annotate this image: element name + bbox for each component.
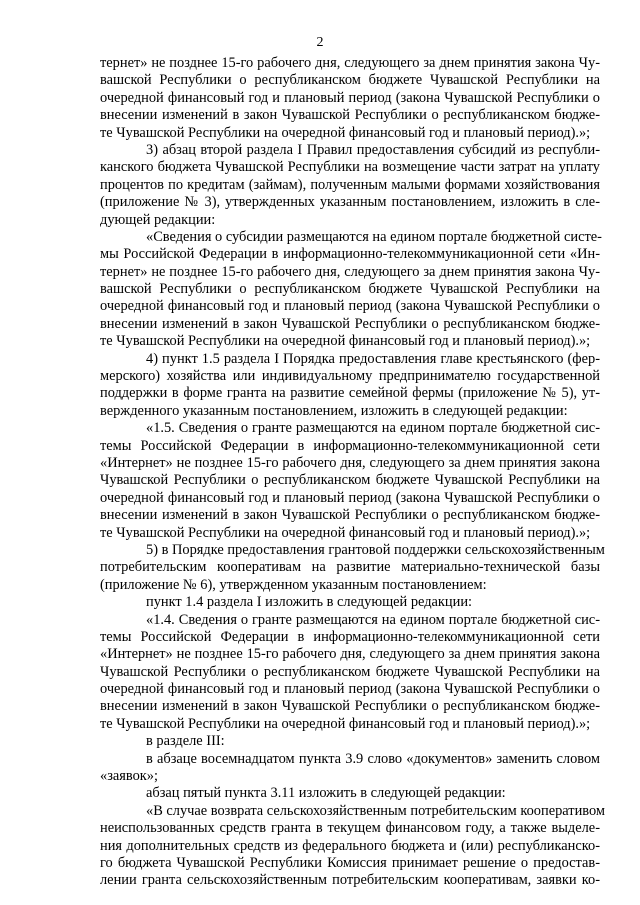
text-line: го бюджета Чувашской Республики Комиссия принимает решение о предостав- (100, 854, 600, 871)
text-line: внесении изменений в закон Чувашской Республики о республиканском бюдже- (100, 315, 600, 332)
text-line: поддержки в форме гранта на развитие семейной фермы (приложение № 5), ут- (100, 385, 600, 402)
text-line: дующей редакции: (100, 211, 216, 228)
text-line: «1.4. Сведения о гранте размещаются на едином портале бюджетной сис- (146, 611, 600, 628)
text-line: вержденного указанным постановлением, изложить в следующей редакции: (100, 402, 568, 419)
text-line: процентов по кредитам (займам), полученным малыми формами хозяйствования (100, 176, 600, 193)
text-line: пункт 1.4 раздела I изложить в следующей редакции: (146, 594, 473, 611)
text-line: вашской Республики о республиканском бюджете Чувашской Республики на (100, 72, 600, 89)
text-line: (приложение № 3), утвержденных указанным постановлением, изложить в сле- (100, 194, 600, 211)
text-line: мы Российской Федерации в информационно-телекоммуникационной сети «Ин- (100, 246, 600, 263)
text-line: 4) пункт 1.5 раздела I Порядка предоставления главе крестьянского (фер- (146, 350, 600, 367)
text-line: неиспользованных средств гранта в текущем финансовом году, а также выделе- (100, 820, 600, 837)
text-line: «Интернет» не позднее 15-го рабочего дня, следующего за днем принятия закона (100, 454, 600, 471)
text-line: те Чувашской Республики на очередной финансовый год и плановый период).»; (100, 715, 591, 732)
text-line: «Сведения о субсидии размещаются на едином портале бюджетной систе- (146, 228, 602, 245)
document-body (100, 55, 606, 890)
text-line: очередной финансовый год и плановый период (закона Чувашской Республики о (100, 89, 600, 106)
text-line: (приложение № 6), утвержденном указанным постановлением: (100, 576, 487, 593)
text-line: те Чувашской Республики на очередной финансовый год и плановый период).»; (100, 524, 591, 541)
text-line: темы Российской Федерации в информационно-телекоммуникационной сети (100, 628, 600, 645)
text-line: в разделе III: (146, 733, 225, 750)
text-line: внесении изменений в закон Чувашской Республики о республиканском бюдже- (100, 107, 600, 124)
text-line: очередной финансовый год и плановый период (закона Чувашской Республики о (100, 489, 600, 506)
text-line: тернет» не позднее 15-го рабочего дня, следующего за днем принятия закона Чу- (100, 263, 600, 280)
text-line: ния дополнительных средств из федерального бюджета и (или) республиканско- (100, 837, 600, 854)
text-line: «Интернет» не позднее 15-го рабочего дня, следующего за днем принятия закона (100, 646, 600, 663)
text-line: потребительским кооперативам на развитие материально-технической базы (100, 559, 600, 576)
text-line: внесении изменений в закон Чувашской Республики о республиканском бюдже- (100, 507, 600, 524)
text-line: «В случае возврата сельскохозяйственным потребительским кооперативом (146, 802, 606, 819)
text-line: «заявок»; (100, 768, 158, 785)
text-line: те Чувашской Республики на очередной финансовый год и плановый период).»; (100, 124, 591, 141)
text-line: очередной финансовый год и плановый период (закона Чувашской Республики о (100, 681, 600, 698)
text-line: 3) абзац второй раздела I Правил предоставления субсидий из республи- (146, 141, 600, 158)
text-line: «1.5. Сведения о гранте размещаются на едином портале бюджетной сис- (146, 420, 600, 437)
text-line: очередной финансовый год и плановый период (закона Чувашской Республики о (100, 298, 600, 315)
text-line: лении гранта сельскохозяйственным потребительским кооперативам, заявки ко- (100, 872, 600, 889)
text-line: темы Российской Федерации в информационно-телекоммуникационной сети (100, 437, 600, 454)
text-line: 5) в Порядке предоставления грантовой поддержки сельскохозяйственным (146, 541, 605, 558)
text-line: Чувашской Республики о республиканском бюджете Чувашской Республики на (100, 472, 600, 489)
text-line: тернет» не позднее 15-го рабочего дня, следующего за днем принятия закона Чу- (100, 55, 600, 71)
text-line: внесении изменений в закон Чувашской Республики о республиканском бюдже- (100, 698, 600, 715)
page-number: 2 (316, 35, 324, 50)
text-line: мерского) хозяйства или индивидуальному предпринимателю государственной (100, 368, 600, 385)
text-line: в абзаце восемнадцатом пункта 3.9 слово «документов» заменить словом (146, 750, 600, 767)
text-line: те Чувашской Республики на очередной финансовый год и плановый период).»; (100, 333, 591, 350)
text-line: вашской Республики о республиканском бюджете Чувашской Республики на (100, 281, 600, 298)
text-line: Чувашской Республики о республиканском бюджете Чувашской Республики на (100, 663, 600, 680)
text-line: абзац пятый пункта 3.11 изложить в следующей редакции: (146, 785, 506, 802)
text-line: канского бюджета Чувашской Республики на возмещение части затрат на уплату (100, 159, 600, 176)
